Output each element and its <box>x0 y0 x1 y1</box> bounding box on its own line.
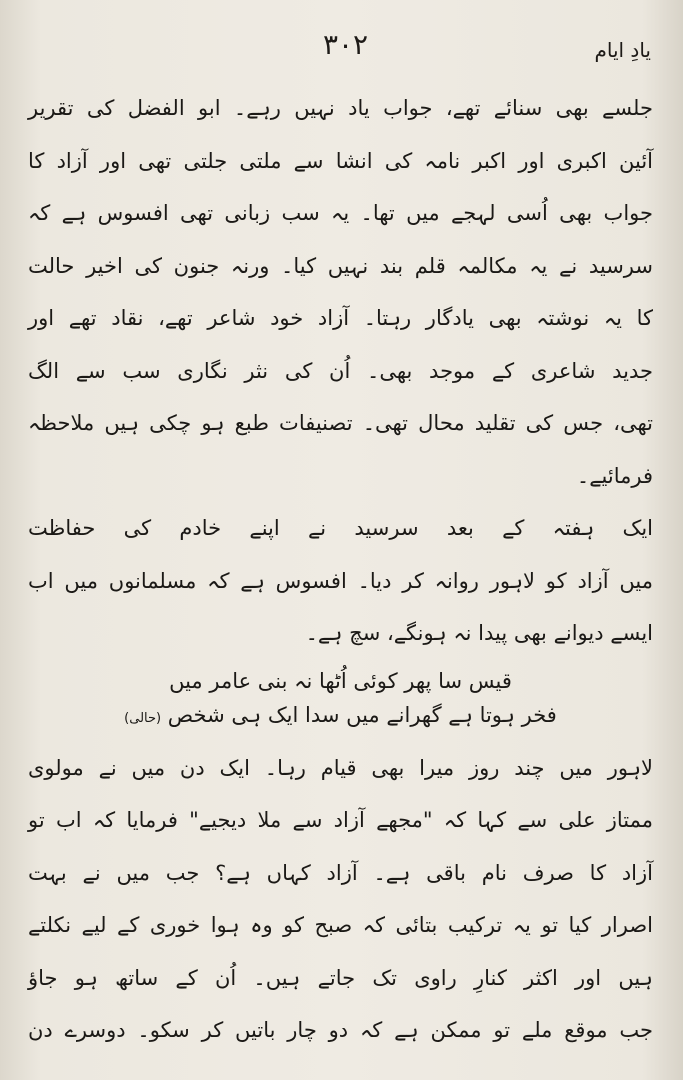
verse-line-text: فخر ہوتا ہے گھرانے میں سدا ایک ہی شخص <box>167 702 557 727</box>
text-line: سرسید نے یہ مکالمہ قلم بند نہیں کیا۔ ورنہ جنون کی اخیر حالت <box>28 253 653 278</box>
running-head: یادِ ایام <box>594 38 651 62</box>
page-number: ۳۰۲ <box>322 28 369 61</box>
verse-couplet <box>28 660 653 742</box>
text-line: آزاد کا صرف نام باقی ہے۔ آزاد کہاں ہے؟ جب میں نے بہت <box>28 860 653 885</box>
text-line: فرمائیے۔ <box>576 463 653 488</box>
text-line: اصرار کیا تو یہ ترکیب بتائی کہ صبح کو وہ ہوا خوری کے لیے نکلتے <box>28 913 653 937</box>
verse-line-text: قیس سا پھر کوئی اُٹھا نہ بنی عامر میں <box>169 668 512 693</box>
verse-line <box>28 664 653 698</box>
text-line: ایسے دیوانے بھی پیدا نہ ہونگے، سچ ہے۔ <box>305 621 653 645</box>
text-line: آئین اکبری اور اکبر نامہ کی انشا سے ملتی جلتی تھی اور آزاد کا <box>28 148 653 173</box>
text-line: ایک ہفتہ کے بعد سرسید نے اپنے خادم کی حفاظت <box>28 516 653 540</box>
text-line: جواب بھی اُسی لہجے میں تھا۔ یہ سب زبانی تھی افسوس ہے کہ <box>28 201 653 225</box>
text-line: جلسے بھی سنائے تھے، جواب یاد نہیں رہے۔ ابو الفضل کی تقریر <box>28 96 653 120</box>
text-line: ہیں اور اکثر کنارِ راوی تک جاتے ہیں۔ اُن کے ساتھ ہو جاؤ <box>28 965 653 990</box>
text-line: تھی، جس کی تقلید محال تھی۔ تصنیفات طبع ہو چکی ہیں ملاحظہ <box>28 411 653 435</box>
text-line: لاہور میں چند روز میرا بھی قیام رہا۔ ایک دن میں نے مولوی <box>28 755 653 780</box>
text-line: میں آزاد کو لاہور روانہ کر دیا۔ افسوس ہے کہ مسلمانوں میں اب <box>28 568 653 593</box>
page-body <box>28 82 653 1057</box>
poet-attribution: (حالی) <box>124 710 162 726</box>
page-header <box>40 28 651 68</box>
text-line: ممتاز علی سے کہا کہ "مجھے آزاد سے ملا دیجیے" فرمایا کہ اب تو <box>28 808 653 832</box>
text-line: جب موقع ملے تو ممکن ہے کہ دو چار باتیں کر سکو۔ دوسرے دن <box>28 1018 653 1042</box>
text-line: جدید شاعری کے موجد بھی۔ اُن کی نثر نگاری سب سے الگ <box>28 358 653 383</box>
text-line: کا یہ نوشتہ بھی یادگار رہتا۔ آزاد خود شاعر تھے، نقاد تھے اور <box>28 306 653 330</box>
verse-line <box>28 698 653 732</box>
